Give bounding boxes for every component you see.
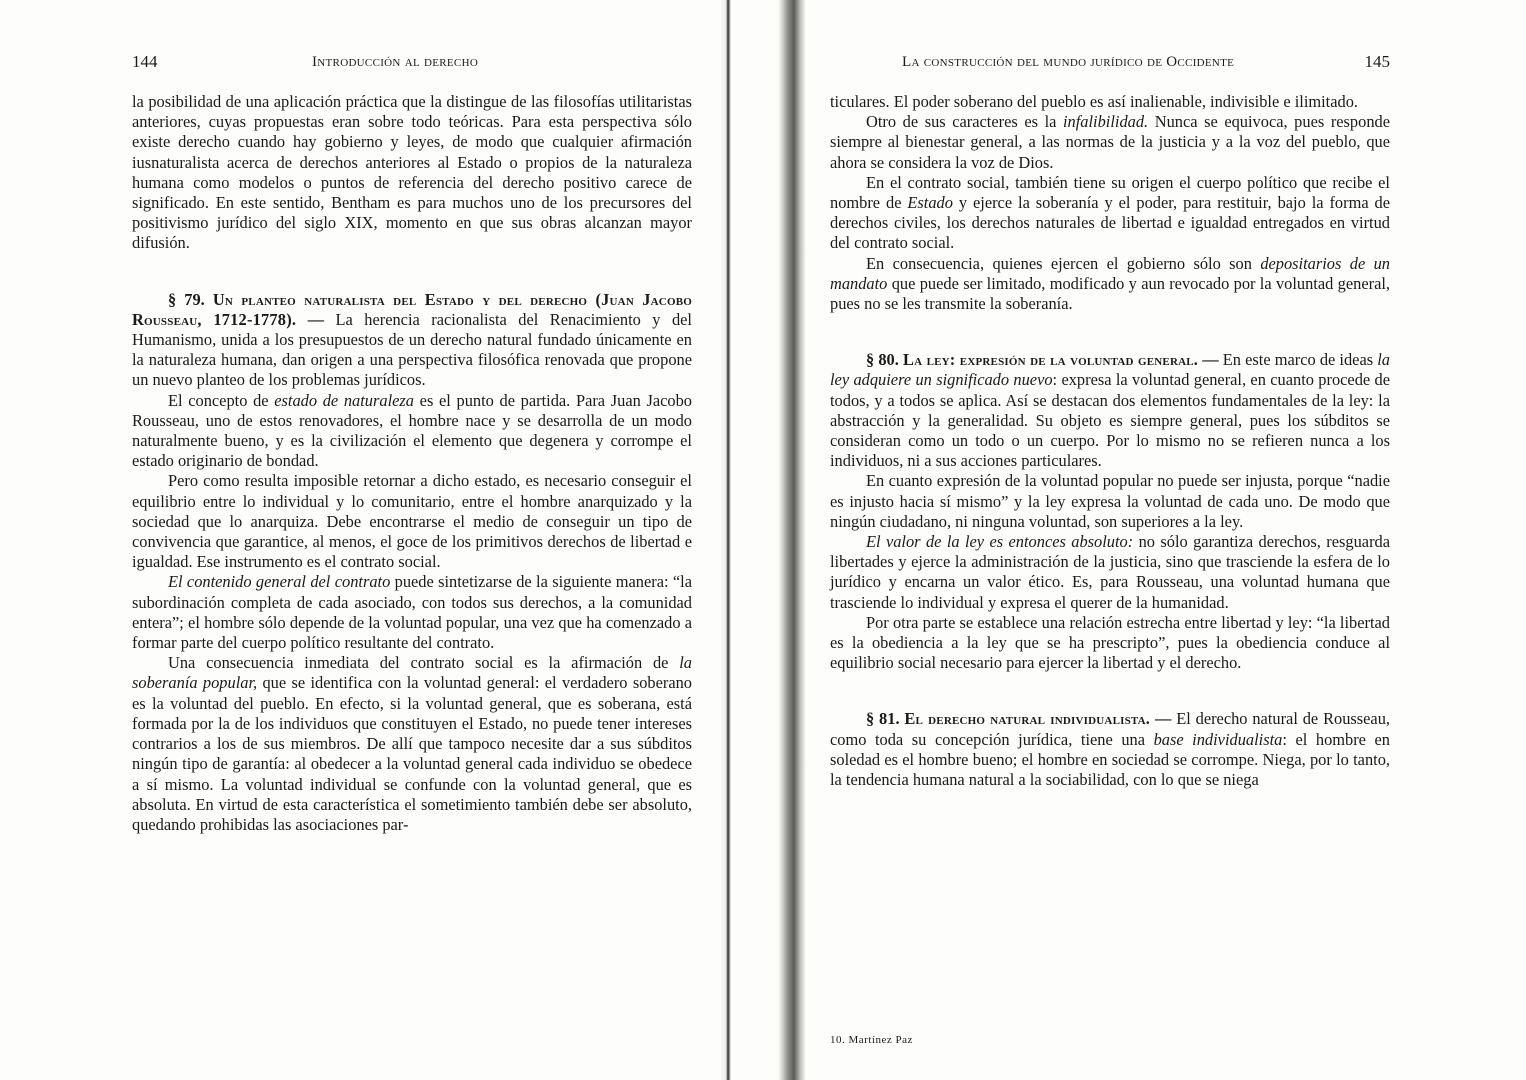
italic-text: estado de naturaleza xyxy=(274,390,414,410)
text-run: En cuanto expresión de la voluntad popular no puede ser injusta, porque “nadie es injusto hacia sí mismo” y la ley expresa la voluntad de cada uno. De modo que ningún ciudadano, ni ninguna voluntad, son superiores a la ley. xyxy=(830,471,1390,531)
paragraph xyxy=(830,471,1390,532)
paragraph xyxy=(132,391,692,472)
text-run: la posibilidad de una aplicación práctica que la distingue de las filosofías utilitaristas anteriores, cuyas propuestas eran sobre todo teóricas. Para esta perspectiva sólo existe derecho cuando hay gobierno y leyes, de modo que cualquier afirmación iusnaturalista acerca de derechos anteriores al Estado o propios de la naturaleza humana como modelos o puntos de referencia del derecho positivo carece de significado. En este sentido, Bentham es para muchos uno de los precursores del positivismo jurídico del siglo XIX, momento en que sus obras alcanzan mayor difusión. xyxy=(132,92,692,253)
italic-text: la soberanía popular, xyxy=(132,653,692,693)
italic-text: infalibilidad. xyxy=(1062,112,1149,132)
text-run: puede sintetizarse de la siguiente manera: “la subordinación completa de cada asociado, con todos sus derechos, a la comunidad entera”; el hombre sólo depende de la voluntad popular, una vez que ha comenzado a formar parte del cuerpo político resultante del contrato. xyxy=(132,572,692,653)
paragraph xyxy=(132,92,692,254)
sec-title: El derecho natural individualista. xyxy=(904,709,1151,729)
dash: — xyxy=(1150,709,1177,729)
text-run: que se identifica con la voluntad general: el verdadero soberano es la voluntad del pueblo. En efecto, si la voluntad general, que es soberana, está formada por la de los individuos que constituyen el Estado, no puede tener intereses contrarios a los de sus miembros. De allí que tampoco necesite dar a sus súbditos ningún tipo de garantía: al obedecer a la voluntad general cada individuo se obedece a sí mismo. La voluntad individual se confunde con la voluntad general, que es absoluta. En virtud de esta característica el sometimiento también debe ser absoluto, quedando prohibidas las asociaciones par- xyxy=(132,673,692,834)
right-page-number: 145 xyxy=(1364,52,1390,71)
italic-text: Estado xyxy=(907,193,953,213)
italic-text: El contenido general del contrato xyxy=(168,572,391,592)
italic-text: El valor de la ley es entonces absoluto: xyxy=(866,532,1134,552)
right-body-text xyxy=(830,92,1390,790)
section-paragraph xyxy=(132,290,692,391)
paragraph xyxy=(132,653,692,835)
paragraph xyxy=(830,254,1390,315)
sec-num: § 80. xyxy=(866,350,903,370)
book-gutter xyxy=(720,0,806,1080)
text-run: La herencia racionalista del Renacimiento y del Humanismo, unida a los presupuestos de un derecho natural fundado únicamente en la naturaleza humana, dan origen a una perspectiva filosófica renovada que propone un nuevo planteo de los problemas jurídicos. xyxy=(132,309,692,390)
paragraph xyxy=(830,112,1390,173)
right-running-head xyxy=(830,52,1390,76)
sec-num: § 79. xyxy=(168,289,213,309)
text-run: En el contrato social, también tiene su origen el cuerpo político que recibe el nombre de xyxy=(830,172,1390,213)
text-run: Otro de sus caracteres es la xyxy=(866,112,1063,132)
text-run: : el hombre en soledad es el hombre bueno; el hombre en sociedad se corrompe. Niega, por lo tanto, la tendencia humana natural a la sociabilidad, con lo que se niega xyxy=(830,729,1390,790)
text-run: no sólo garantiza derechos, resguarda libertades y ejerce la administración de la justicia, sino que trasciende la esfera de lo jurídico y encarna un valor ético. Es, para Rousseau, una voluntad humana que trasciende lo individual y expresa el querer de la humanidad. xyxy=(830,532,1390,612)
text-run: Por otra parte se establece una relación estrecha entre libertad y ley: “la libertad es la obediencia a la ley que se ha prescripto”, pues la obediencia conduce al equilibrio social necesario para ejercer la libertad y el derecho. xyxy=(830,612,1390,673)
left-page-number: 144 xyxy=(132,52,158,71)
sec-title: Un planteo naturalista del Estado y del derecho (Juan Jacobo Rousseau, 1712-1778). xyxy=(132,289,692,329)
signature-footer: 10. Martínez Paz xyxy=(830,1034,913,1046)
dash: — xyxy=(1198,350,1223,370)
text-run: : expresa la voluntad general, en cuanto procede de todos, y a todos se aplica. Así se destacan dos elementos fundamentales de la ley: la abstracción y la generalidad. Su objeto es siempre general, pues los súbditos se consideran como un todo o un cuerpo. Por lo mismo no se refieren nunca a los individuos, ni a sus acciones particulares. xyxy=(830,370,1390,471)
text-run: ticulares. El poder soberano del pueblo es así inalienable, indivisible e ilimitado. xyxy=(830,92,1358,111)
section-paragraph xyxy=(830,709,1390,790)
left-running-title: Introducción al derecho xyxy=(312,54,479,70)
left-body-text xyxy=(132,92,692,835)
text-run: Nunca se equivoca, pues responde siempre al bienestar general, a las normas de la justicia y a la voz del pueblo, que ahora se considera la voz de Dios. xyxy=(830,112,1390,172)
italic-text: depositarios de un mandato xyxy=(830,253,1390,293)
sec-num: § 81. xyxy=(866,709,905,729)
text-run: es el punto de partida. Para Juan Jacobo Rousseau, uno de estos renovadores, el hombre nace y se desarrolla de un modo naturalmente bueno, y es la civilización el elemento que degenera y corrompe el estado originario de bondad. xyxy=(132,390,692,471)
italic-text: la ley adquiere un significado nuevo xyxy=(830,350,1390,390)
right-running-title: La construcción del mundo jurídico de Occidente xyxy=(902,54,1235,70)
paragraph xyxy=(132,471,692,572)
text-run: Pero como resulta imposible retornar a dicho estado, es necesario conseguir el equilibrio entre lo individual y lo comunitario, entre el hombre anarquizado y la sociedad que lo anarquiza. Debe encontrarse el medio de conseguir un tipo de convivencia que garantice, al menos, el goce de los primitivos derechos de libertad e igualdad. Ese instrumento es el contrato social. xyxy=(132,471,692,572)
text-run: El concepto de xyxy=(168,390,275,410)
text-run: y ejerce la soberanía y el poder, para restituir, bajo la forma de derechos civiles, los derechos naturales de libertad e igualdad entregados en virtud del contrato social. xyxy=(830,193,1391,253)
text-run: En este marco de ideas xyxy=(1222,350,1378,370)
paragraph xyxy=(830,173,1390,254)
text-run: El derecho natural de Rousseau, como toda su concepción jurídica, tiene una xyxy=(830,709,1390,749)
left-running-head xyxy=(132,52,692,76)
left-page xyxy=(132,0,692,1080)
text-run: que puede ser limitado, modificado y aun revocado por la voluntad general, pues no se les transmite la soberanía. xyxy=(830,273,1390,314)
section-paragraph xyxy=(830,350,1390,471)
sec-title: La ley: expresión de la voluntad general. xyxy=(902,350,1199,370)
paragraph xyxy=(830,613,1390,674)
dash: — xyxy=(296,309,336,329)
text-run: En consecuencia, quienes ejercen el gobierno sólo son xyxy=(866,253,1261,273)
paragraph xyxy=(830,92,1390,112)
italic-text: base individualista xyxy=(1153,729,1283,749)
paragraph xyxy=(132,572,692,653)
paragraph xyxy=(830,532,1390,613)
text-run: Una consecuencia inmediata del contrato social es la afirmación de xyxy=(168,653,680,673)
right-page xyxy=(830,0,1390,1080)
